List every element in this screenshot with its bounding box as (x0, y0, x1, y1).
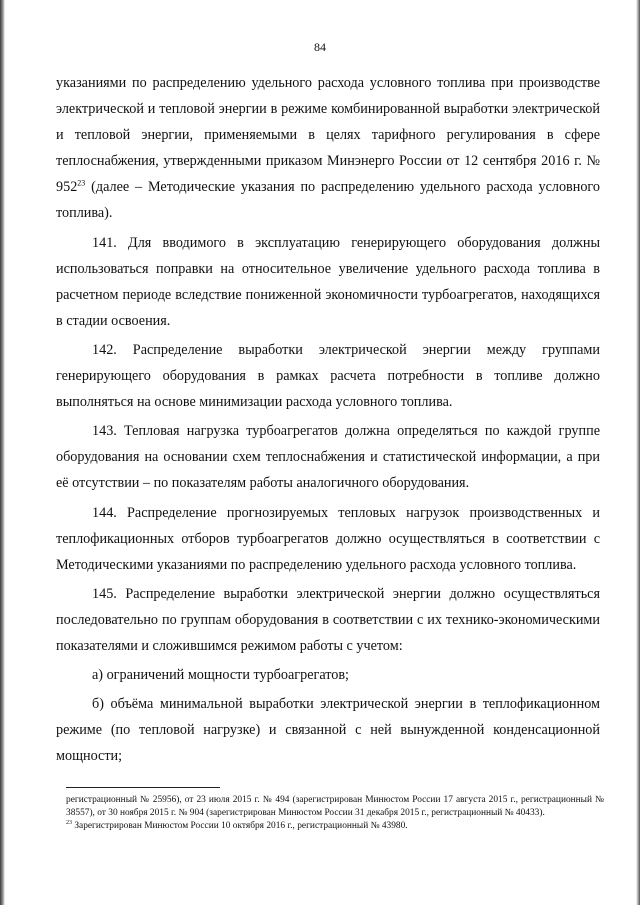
footnote-separator (66, 787, 220, 788)
list-item-b: б) объёма минимальной выработки электрической энергии в теплофикационном режиме (по тепловой нагрузке) и связанной с ней вынужденной конденсационной мощности; (56, 696, 600, 765)
footnote-marker: 23 (66, 819, 72, 826)
footnotes (66, 794, 604, 833)
paragraph-text: указаниями по распределению удельного расхода условного топлива при производстве электрической и тепловой энергии в режиме комбинированной выработки электрической и тепловой энергии, применяемыми в целях тарифного регулирования в сфере теплоснабжения, утвержденными приказом Минэнерго России от 12 сентября 2016 г. № 952 (56, 75, 600, 196)
document-body (56, 70, 600, 769)
paragraph-141: 141. Для вводимого в эксплуатацию генерирующего оборудования должны использоваться поправки на относительное увеличение удельного расхода топлива в расчетном периоде вследствие пониженной экономичности турбоагрегатов, находящихся в стадии освоения. (56, 234, 600, 329)
paragraph-143: 143. Тепловая нагрузка турбоагрегатов должна определяться по каждой группе оборудования на основании схем теплоснабжения и статистической информации, а при её отсутствии – по показателям работы аналогичного оборудования. (56, 423, 600, 492)
list-item-a: а) ограничений мощности турбоагрегатов; (92, 667, 350, 684)
footnote-continuation: регистрационный № 25956), от 23 июля 2015 г. № 494 (зарегистрирован Минюстом России 17 августа 2015 г., регистрационный № 38557), от 30 ноября 2015 г. № 904 (зарегистрирован Минюстом России 31 декабря 2015 г., регистрационный № 40433). (66, 795, 604, 818)
paragraph-144: 144. Распределение прогнозируемых тепловых нагрузок производственных и теплофикационных отборов турбоагрегатов должно осуществляться в соответствии с Методическими указаниями по распределению удельного расхода условного топлива. (56, 504, 600, 573)
page-number: 84 (314, 40, 326, 54)
footnote-23 (66, 820, 604, 833)
paragraph-142: 142. Распределение выработки электрической энергии между группами генерирующего оборудования в рамках расчета потребности в топливе должно выполняться на основе минимизации расхода условного топлива. (56, 341, 600, 411)
footnote-text: Зарегистрирован Минюстом России 10 октября 2016 г., регистрационный № 43980. (72, 821, 408, 831)
paragraph-145: 145. Распределение выработки электрической энергии должно осуществляться последовательно по группам оборудования в соответствии с их технико-экономическими показателями и сложившимся режимом работы с учетом: (56, 585, 600, 654)
footnote-reference-23[interactable]: 23 (77, 178, 86, 188)
paragraph-continuation (56, 70, 600, 227)
paragraph-text: (далее – Методические указания по распределению удельного расхода условного топлива). (56, 179, 600, 222)
